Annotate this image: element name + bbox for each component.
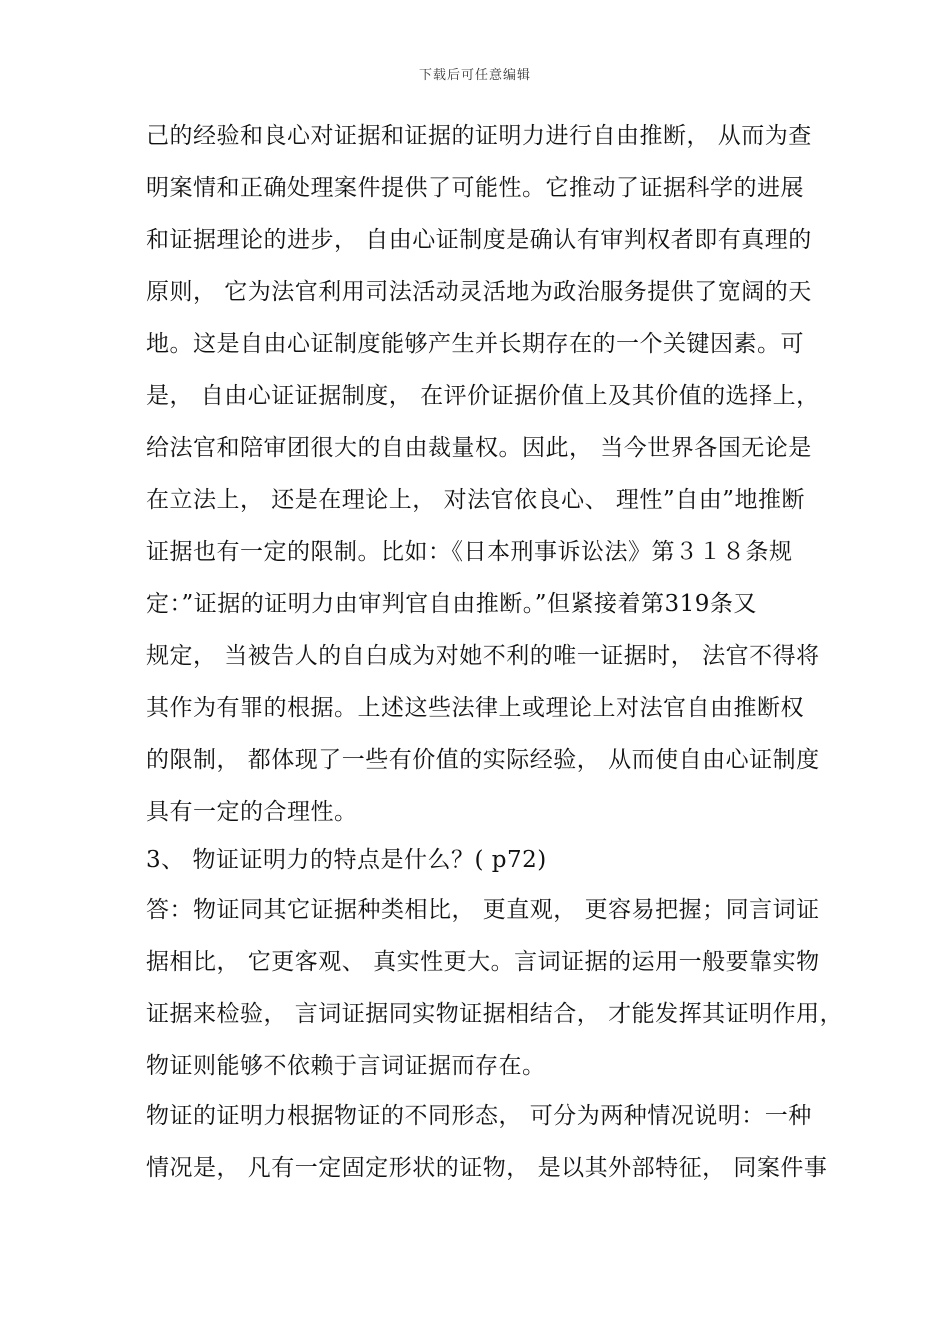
text-line-13: 的限制， 都体现了一些有价值的实际经验， 从而使自由心证制度 bbox=[146, 747, 820, 773]
text-line-19: 物证则能够不依赖于言词证据而存在。 bbox=[146, 1053, 546, 1079]
text-line-14: 具有一定的合理性。 bbox=[146, 799, 358, 825]
text-line-9: 证据也有一定的限制。比如：《日本刑事诉讼法》第３１８条规 bbox=[146, 539, 793, 565]
text-line-11: 规定， 当被告人的自白成为对她不利的唯一证据时， 法官不得将 bbox=[146, 643, 820, 669]
text-line-2: 明案情和正确处理案件提供了可能性。它推动了证据科学的进展 bbox=[146, 175, 804, 201]
text-line-8: 在立法上， 还是在理论上， 对法官依良心、 理性”自由”地推断 bbox=[146, 487, 805, 513]
text-line-16: 答：物证同其它证据种类相比， 更直观， 更容易把握；同言词证 bbox=[146, 897, 820, 923]
text-line-20: 物证的证明力根据物证的不同形态， 可分为两种情况说明：一种 bbox=[146, 1103, 812, 1129]
text-line-7: 给法官和陪审团很大的自由裁量权。因此， 当今世界各国无论是 bbox=[146, 435, 812, 461]
text-line-10: 定：”证据的证明力由审判官自由推断。”但紧接着第319条又 bbox=[146, 591, 757, 617]
page-header: 下载后可任意编辑 bbox=[418, 68, 531, 83]
question-heading: 3、 物证证明力的特点是什么？( p72) bbox=[146, 847, 547, 873]
text-line-3: 和证据理论的进步， 自由心证制度是确认有审判权者即有真理的 bbox=[146, 227, 812, 253]
text-line-5: 地。这是自由心证制度能够产生并长期存在的一个关键因素。可 bbox=[146, 331, 804, 357]
text-line-1: 己的经验和良心对证据和证据的证明力进行自由推断， 从而为查 bbox=[146, 123, 812, 149]
text-line-6: 是， 自由心证证据制度， 在评价证据价值上及其价值的选择上， bbox=[146, 383, 820, 409]
text-line-4: 原则， 它为法官利用司法活动灵活地为政治服务提供了宽阔的天 bbox=[146, 279, 812, 305]
text-line-18: 证据来检验， 言词证据同实物证据相结合， 才能发挥其证明作用， bbox=[146, 1001, 844, 1027]
text-line-12: 其作为有罪的根据。上述这些法律上或理论上对法官自由推断权 bbox=[146, 695, 804, 721]
text-line-17: 据相比， 它更客观、 真实性更大。言词证据的运用一般要靠实物 bbox=[146, 949, 820, 975]
text-line-21: 情况是， 凡有一定固定形状的证物， 是以其外部特征， 同案件事 bbox=[146, 1155, 828, 1181]
